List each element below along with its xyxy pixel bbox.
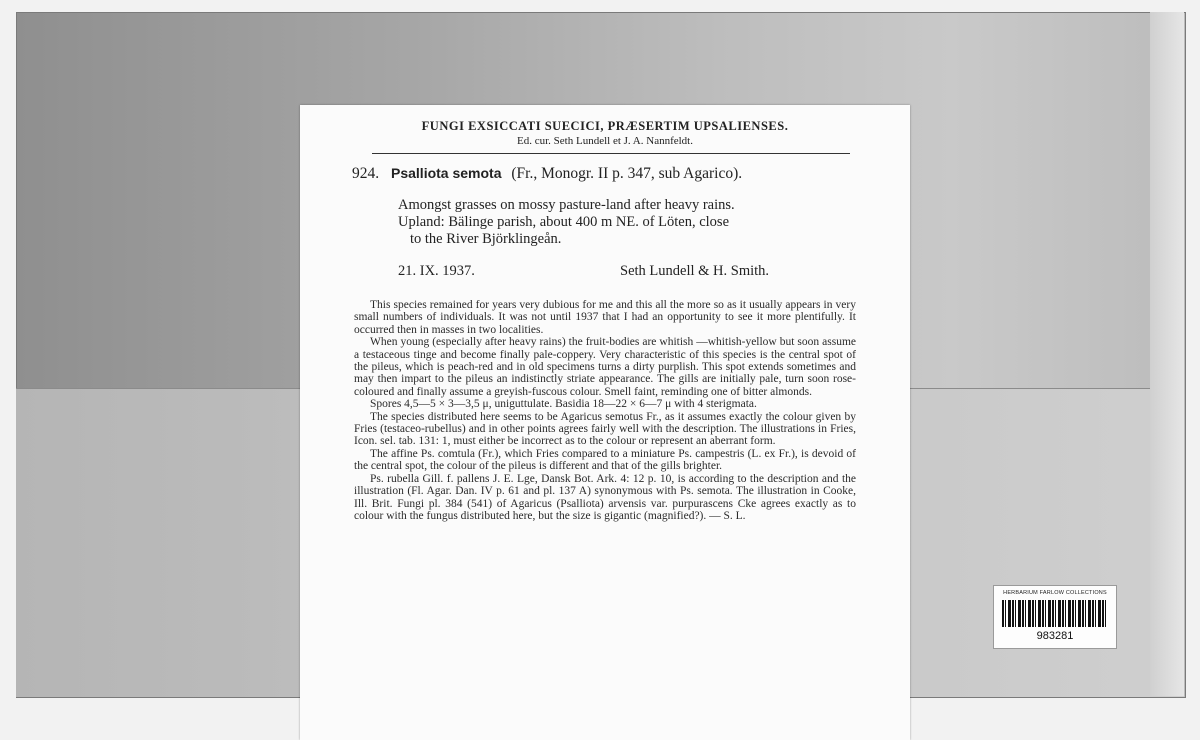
barcode-label bbox=[993, 585, 1117, 649]
habitat-block bbox=[398, 197, 868, 248]
notes-paragraph: When young (especially after heavy rains) the fruit-bodies are whitish —whitish-yellow but soon assume a testaceous tinge and become finally pale-coppery. Very characteristic of this species is the central spot of the pileus, which is peach-red and in old specimens turns a dirty purplish. This spot extends sometimes and may then impart to the pileus an indistinctly striate appearance. The gills are initially pale, turn soon rose-coloured and finally assume a greyish-fuscous colour. Smell faint, reminding one of bitter almonds. bbox=[354, 336, 856, 398]
collection-date: 21. IX. 1937. bbox=[398, 263, 475, 279]
species-authority: (Fr., Monogr. II p. 347, sub Agarico). bbox=[511, 165, 743, 182]
specimen-number: 924. bbox=[352, 165, 380, 182]
specimen-label bbox=[300, 105, 910, 740]
barcode-bars bbox=[1002, 600, 1108, 627]
barcode-number: 983281 bbox=[1036, 630, 1074, 642]
notes-paragraph: The affine Ps. comtula (Fr.), which Fries compared to a miniature Ps. campestris (L. ex Fr.), is devoid of the central spot, the colour of the pileus is different and that of the gills brighter. bbox=[354, 447, 856, 473]
species-name: Psalliota semota bbox=[391, 165, 502, 181]
folder-edge bbox=[1150, 12, 1184, 696]
header-rule bbox=[372, 153, 850, 154]
habitat-line: Amongst grasses on mossy pasture-land after heavy rains. bbox=[398, 197, 735, 213]
editors-line: Ed. cur. Seth Lundell et J. A. Nannfeldt. bbox=[517, 135, 693, 147]
habitat-line: to the River Björklingeån. bbox=[410, 231, 562, 247]
barcode-institution: HERBARIUM FARLOW COLLECTIONS bbox=[1003, 590, 1107, 596]
series-title: FUNGI EXSICCATI SUECICI, PRÆSERTIM UPSALIENSES. bbox=[421, 119, 789, 133]
notes-paragraph: Ps. rubella Gill. f. pallens J. E. Lge, Dansk Bot. Ark. 4: 12 p. 10, is according to the description and the illustration (Fl. Agar. Dan. IV p. 61 and pl. 137 A) synonymous with Ps. semota. The illustration in Cooke, Ill. Brit. Fungi pl. 384 (541) of Agaricus (Psalliota) arvensis var. purpurascens Cke agrees exactly as to colour with the fungus distributed here, but the size is gigantic (magnified?). — S. L. bbox=[354, 472, 856, 522]
notes-paragraph: This species remained for years very dubious for me and this all the more so as it usually appears in very small numbers of individuals. It was not until 1937 that I had an opportunity to see it more plentifully. It occurred then in masses in two localities. bbox=[354, 299, 856, 336]
notes-body bbox=[354, 299, 856, 522]
species-line bbox=[352, 165, 892, 183]
notes-paragraph: Spores 4,5—5 × 3—3,5 μ, uniguttulate. Basidia 18—22 × 6—7 μ with 4 sterigmata. bbox=[370, 398, 757, 411]
collectors: Seth Lundell & H. Smith. bbox=[620, 263, 770, 279]
notes-paragraph: The species distributed here seems to be Agaricus semotus Fr., as it assumes exactly the colour given by Fries (testaceo-rubellus) and in other points agrees fairly well with the description. The illustrations in Fries, Icon. sel. tab. 131: 1, must either be incorrect as to the colour or represent an aberrant form. bbox=[354, 410, 856, 448]
habitat-line: Upland: Bälinge parish, about 400 m NE. of Löten, close bbox=[398, 214, 730, 230]
